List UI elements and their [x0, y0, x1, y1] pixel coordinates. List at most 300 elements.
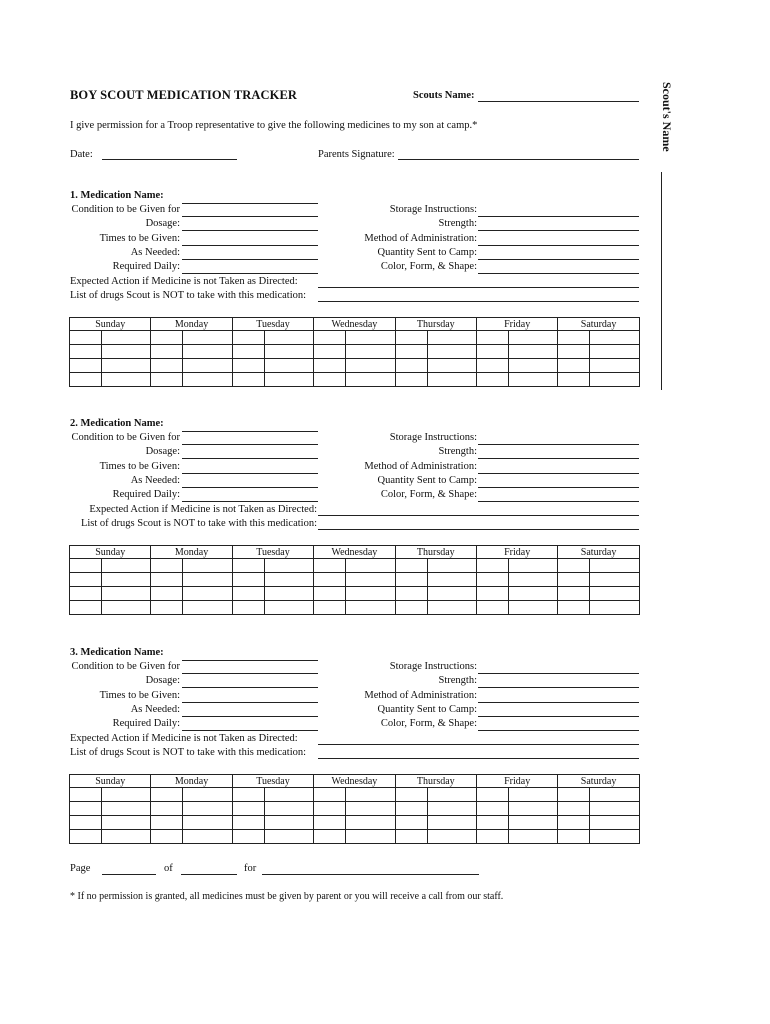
initials-cell[interactable] [590, 587, 639, 601]
time-cell[interactable] [151, 788, 183, 802]
initials-cell[interactable] [427, 601, 476, 615]
log-row [70, 559, 640, 573]
initials-cell[interactable] [102, 573, 151, 587]
day-header-tuesday: Tuesday [232, 318, 313, 331]
storage-field[interactable] [478, 444, 639, 445]
initials-cell[interactable] [183, 601, 232, 615]
initials-cell[interactable] [427, 802, 476, 816]
time-cell[interactable] [232, 830, 264, 844]
method-field[interactable] [478, 473, 639, 474]
medication-section-2 [0, 418, 770, 648]
log-row [70, 830, 640, 844]
initials-cell[interactable] [590, 359, 639, 373]
required-daily-label: Required Daily: [112, 261, 180, 273]
color-form-field[interactable] [478, 730, 639, 731]
initials-cell[interactable] [427, 359, 476, 373]
time-cell[interactable] [395, 830, 427, 844]
time-cell[interactable] [395, 559, 427, 573]
initials-cell[interactable] [102, 559, 151, 573]
initials-cell[interactable] [508, 788, 557, 802]
weekly-log-table [69, 774, 640, 844]
day-header-sunday: Sunday [70, 775, 151, 788]
time-cell[interactable] [314, 587, 346, 601]
initials-cell[interactable] [346, 830, 395, 844]
time-cell[interactable] [151, 345, 183, 359]
time-cell[interactable] [314, 601, 346, 615]
time-cell[interactable] [151, 359, 183, 373]
initials-cell[interactable] [183, 573, 232, 587]
day-header-saturday: Saturday [558, 318, 639, 331]
time-cell[interactable] [558, 559, 590, 573]
method-label: Method of Administration: [364, 689, 477, 701]
initials-cell[interactable] [102, 788, 151, 802]
time-cell[interactable] [476, 830, 508, 844]
initials-cell[interactable] [183, 559, 232, 573]
initials-cell[interactable] [427, 345, 476, 359]
initials-cell[interactable] [102, 802, 151, 816]
log-row [70, 573, 640, 587]
time-cell[interactable] [558, 373, 590, 387]
drugs-not-label: List of drugs Scout is NOT to take with this medication: [70, 746, 307, 758]
expected-action-field[interactable] [318, 515, 639, 516]
time-cell[interactable] [558, 573, 590, 587]
day-header-thursday: Thursday [395, 546, 476, 559]
time-cell[interactable] [232, 559, 264, 573]
dosage-field[interactable] [182, 458, 318, 459]
storage-label: Storage Instructions: [389, 204, 477, 215]
storage-field[interactable] [478, 673, 639, 674]
initials-cell[interactable] [427, 331, 476, 345]
initials-cell[interactable] [346, 788, 395, 802]
quantity-label: Quantity Sent to Camp: [377, 703, 477, 715]
weekly-log-table [69, 317, 640, 387]
quantity-label: Quantity Sent to Camp: [377, 474, 477, 486]
time-cell[interactable] [558, 359, 590, 373]
scouts-name-label: Scouts Name: [413, 90, 475, 101]
time-cell[interactable] [395, 373, 427, 387]
page-total-field[interactable] [181, 874, 237, 875]
time-cell[interactable] [70, 359, 102, 373]
quantity-field[interactable] [478, 716, 639, 717]
dosage-label: Dosage: [145, 675, 180, 687]
drugs-not-label: List of drugs Scout is NOT to take with this medication: [70, 289, 307, 301]
day-header-wednesday: Wednesday [314, 775, 395, 788]
as-needed-field[interactable] [182, 716, 318, 717]
for-label: for [244, 863, 257, 874]
color-form-label: Color, Form, & Shape: [380, 718, 477, 730]
time-cell[interactable] [151, 601, 183, 615]
initials-cell[interactable] [346, 331, 395, 345]
strength-label: Strength: [438, 675, 477, 687]
day-header-monday: Monday [151, 318, 232, 331]
time-cell[interactable] [395, 816, 427, 830]
strength-field[interactable] [478, 230, 639, 231]
day-header-saturday: Saturday [558, 775, 639, 788]
medication-section-1 [0, 190, 770, 420]
time-cell[interactable] [395, 359, 427, 373]
initials-cell[interactable] [183, 345, 232, 359]
times-label: Times to be Given: [99, 460, 180, 472]
expected-action-label: Expected Action if Medicine is not Taken as Directed: [89, 503, 317, 515]
time-cell[interactable] [151, 587, 183, 601]
quantity-field[interactable] [478, 487, 639, 488]
log-row [70, 373, 640, 387]
times-field[interactable] [182, 245, 318, 246]
color-form-field[interactable] [478, 501, 639, 502]
required-daily-field[interactable] [182, 501, 318, 502]
time-cell[interactable] [558, 816, 590, 830]
initials-cell[interactable] [590, 601, 639, 615]
time-cell[interactable] [232, 802, 264, 816]
initials-cell[interactable] [264, 601, 313, 615]
initials-cell[interactable] [183, 830, 232, 844]
initials-cell[interactable] [102, 345, 151, 359]
drugs-not-field[interactable] [318, 758, 639, 759]
time-cell[interactable] [395, 331, 427, 345]
initials-cell[interactable] [590, 788, 639, 802]
time-cell[interactable] [476, 587, 508, 601]
time-cell[interactable] [314, 559, 346, 573]
log-row [70, 359, 640, 373]
initials-cell[interactable] [508, 816, 557, 830]
times-label: Times to be Given: [99, 232, 180, 244]
side-scout-name-label: Scout's Name [660, 82, 674, 152]
storage-field[interactable] [478, 216, 639, 217]
parents-signature-field[interactable] [398, 159, 639, 160]
initials-cell[interactable] [102, 331, 151, 345]
condition-field[interactable] [182, 216, 318, 217]
time-cell[interactable] [476, 359, 508, 373]
time-cell[interactable] [151, 802, 183, 816]
time-cell[interactable] [232, 373, 264, 387]
initials-cell[interactable] [183, 802, 232, 816]
as-needed-field[interactable] [182, 487, 318, 488]
quantity-label: Quantity Sent to Camp: [377, 246, 477, 258]
required-daily-field[interactable] [182, 730, 318, 731]
strength-field[interactable] [478, 687, 639, 688]
initials-cell[interactable] [508, 359, 557, 373]
time-cell[interactable] [70, 601, 102, 615]
initials-cell[interactable] [346, 345, 395, 359]
time-cell[interactable] [395, 788, 427, 802]
condition-label: Condition to be Given for [71, 204, 180, 215]
time-cell[interactable] [476, 331, 508, 345]
condition-field[interactable] [182, 673, 318, 674]
time-cell[interactable] [151, 573, 183, 587]
dosage-label: Dosage: [145, 446, 180, 458]
time-cell[interactable] [476, 573, 508, 587]
initials-cell[interactable] [264, 788, 313, 802]
initials-cell[interactable] [183, 816, 232, 830]
required-daily-label: Required Daily: [112, 718, 180, 730]
initials-cell[interactable] [427, 587, 476, 601]
day-header-friday: Friday [476, 318, 557, 331]
time-cell[interactable] [232, 573, 264, 587]
initials-cell[interactable] [508, 331, 557, 345]
times-field[interactable] [182, 473, 318, 474]
weekday-header-row [70, 318, 640, 331]
log-row [70, 601, 640, 615]
scouts-name-field[interactable] [478, 101, 639, 102]
time-cell[interactable] [70, 788, 102, 802]
day-header-tuesday: Tuesday [232, 775, 313, 788]
condition-label: Condition to be Given for [71, 432, 180, 443]
time-cell[interactable] [70, 373, 102, 387]
color-form-field[interactable] [478, 273, 639, 274]
time-cell[interactable] [476, 601, 508, 615]
required-daily-label: Required Daily: [112, 489, 180, 501]
drugs-not-label: List of drugs Scout is NOT to take with this medication: [80, 517, 317, 529]
day-header-saturday: Saturday [558, 546, 639, 559]
dosage-field[interactable] [182, 230, 318, 231]
time-cell[interactable] [232, 587, 264, 601]
initials-cell[interactable] [508, 587, 557, 601]
time-cell[interactable] [558, 802, 590, 816]
initials-cell[interactable] [508, 830, 557, 844]
time-cell[interactable] [151, 559, 183, 573]
time-cell[interactable] [558, 788, 590, 802]
time-cell[interactable] [558, 331, 590, 345]
initials-cell[interactable] [590, 816, 639, 830]
time-cell[interactable] [395, 601, 427, 615]
initials-cell[interactable] [508, 601, 557, 615]
time-cell[interactable] [476, 345, 508, 359]
time-cell[interactable] [151, 373, 183, 387]
time-cell[interactable] [476, 559, 508, 573]
log-row [70, 802, 640, 816]
time-cell[interactable] [232, 359, 264, 373]
initials-cell[interactable] [427, 830, 476, 844]
initials-cell[interactable] [346, 559, 395, 573]
storage-label: Storage Instructions: [389, 432, 477, 443]
medication-name-label: 3. Medication Name: [70, 647, 164, 658]
time-cell[interactable] [314, 788, 346, 802]
time-cell[interactable] [314, 816, 346, 830]
time-cell[interactable] [70, 559, 102, 573]
time-cell[interactable] [232, 345, 264, 359]
log-row [70, 816, 640, 830]
initials-cell[interactable] [590, 573, 639, 587]
day-header-wednesday: Wednesday [314, 546, 395, 559]
day-header-sunday: Sunday [70, 318, 151, 331]
color-form-label: Color, Form, & Shape: [380, 489, 477, 501]
initials-cell[interactable] [590, 373, 639, 387]
medication-name-field[interactable] [182, 431, 318, 432]
initials-cell[interactable] [427, 373, 476, 387]
time-cell[interactable] [558, 601, 590, 615]
initials-cell[interactable] [508, 559, 557, 573]
time-cell[interactable] [314, 359, 346, 373]
initials-cell[interactable] [264, 345, 313, 359]
time-cell[interactable] [70, 573, 102, 587]
dosage-label: Dosage: [145, 218, 180, 230]
day-header-wednesday: Wednesday [314, 318, 395, 331]
initials-cell[interactable] [264, 359, 313, 373]
time-cell[interactable] [70, 802, 102, 816]
day-header-tuesday: Tuesday [232, 546, 313, 559]
quantity-field[interactable] [478, 259, 639, 260]
time-cell[interactable] [151, 830, 183, 844]
initials-cell[interactable] [264, 331, 313, 345]
method-field[interactable] [478, 702, 639, 703]
strength-field[interactable] [478, 458, 639, 459]
initials-cell[interactable] [590, 802, 639, 816]
time-cell[interactable] [558, 345, 590, 359]
initials-cell[interactable] [346, 373, 395, 387]
initials-cell[interactable] [183, 373, 232, 387]
parents-signature-label: Parents Signature: [318, 149, 395, 160]
condition-label: Condition to be Given for [71, 661, 180, 672]
time-cell[interactable] [314, 331, 346, 345]
color-form-label: Color, Form, & Shape: [380, 261, 477, 273]
initials-cell[interactable] [102, 601, 151, 615]
time-cell[interactable] [395, 802, 427, 816]
time-cell[interactable] [232, 331, 264, 345]
as-needed-label: As Needed: [130, 246, 180, 258]
method-label: Method of Administration: [364, 460, 477, 472]
times-field[interactable] [182, 702, 318, 703]
strength-label: Strength: [438, 446, 477, 458]
time-cell[interactable] [70, 345, 102, 359]
initials-cell[interactable] [102, 373, 151, 387]
initials-cell[interactable] [590, 345, 639, 359]
page-label: Page [70, 863, 91, 874]
form-title: BOY SCOUT MEDICATION TRACKER [70, 88, 298, 102]
time-cell[interactable] [558, 587, 590, 601]
footnote: * If no permission is granted, all medicines must be given by parent or you will receive a call from our staff. [70, 891, 504, 902]
initials-cell[interactable] [264, 573, 313, 587]
initials-cell[interactable] [427, 816, 476, 830]
expected-action-field[interactable] [318, 287, 639, 288]
weekly-log-table [69, 545, 640, 615]
weekday-header-row [70, 546, 640, 559]
date-field[interactable] [102, 159, 237, 160]
initials-cell[interactable] [102, 816, 151, 830]
day-header-sunday: Sunday [70, 546, 151, 559]
initials-cell[interactable] [346, 359, 395, 373]
medication-name-field[interactable] [182, 203, 318, 204]
initials-cell[interactable] [183, 359, 232, 373]
expected-action-label: Expected Action if Medicine is not Taken as Directed: [70, 275, 298, 287]
initials-cell[interactable] [346, 816, 395, 830]
initials-cell[interactable] [508, 345, 557, 359]
log-row [70, 345, 640, 359]
initials-cell[interactable] [590, 331, 639, 345]
initials-cell[interactable] [346, 601, 395, 615]
required-daily-field[interactable] [182, 273, 318, 274]
time-cell[interactable] [70, 331, 102, 345]
strength-label: Strength: [438, 218, 477, 230]
initials-cell[interactable] [427, 559, 476, 573]
time-cell[interactable] [476, 802, 508, 816]
time-cell[interactable] [395, 345, 427, 359]
as-needed-label: As Needed: [130, 703, 180, 715]
log-row [70, 331, 640, 345]
initials-cell[interactable] [102, 359, 151, 373]
initials-cell[interactable] [183, 331, 232, 345]
drugs-not-field[interactable] [318, 529, 639, 530]
initials-cell[interactable] [183, 788, 232, 802]
initials-cell[interactable] [264, 802, 313, 816]
method-field[interactable] [478, 245, 639, 246]
medication-section-3 [0, 647, 770, 877]
as-needed-field[interactable] [182, 259, 318, 260]
medication-name-label: 1. Medication Name: [70, 190, 164, 201]
for-field[interactable] [262, 874, 479, 875]
day-header-friday: Friday [476, 775, 557, 788]
expected-action-field[interactable] [318, 744, 639, 745]
initials-cell[interactable] [183, 587, 232, 601]
initials-cell[interactable] [346, 802, 395, 816]
time-cell[interactable] [395, 573, 427, 587]
time-cell[interactable] [395, 587, 427, 601]
time-cell[interactable] [314, 830, 346, 844]
time-cell[interactable] [314, 802, 346, 816]
time-cell[interactable] [476, 373, 508, 387]
time-cell[interactable] [70, 816, 102, 830]
initials-cell[interactable] [427, 788, 476, 802]
time-cell[interactable] [151, 816, 183, 830]
time-cell[interactable] [558, 830, 590, 844]
time-cell[interactable] [70, 587, 102, 601]
day-header-thursday: Thursday [395, 318, 476, 331]
weekday-header-row [70, 775, 640, 788]
initials-cell[interactable] [264, 830, 313, 844]
time-cell[interactable] [232, 788, 264, 802]
initials-cell[interactable] [264, 373, 313, 387]
drugs-not-field[interactable] [318, 301, 639, 302]
time-cell[interactable] [476, 816, 508, 830]
initials-cell[interactable] [346, 573, 395, 587]
initials-cell[interactable] [590, 830, 639, 844]
day-header-friday: Friday [476, 546, 557, 559]
time-cell[interactable] [476, 788, 508, 802]
time-cell[interactable] [151, 331, 183, 345]
times-label: Times to be Given: [99, 689, 180, 701]
dosage-field[interactable] [182, 687, 318, 688]
initials-cell[interactable] [264, 816, 313, 830]
initials-cell[interactable] [508, 802, 557, 816]
initials-cell[interactable] [346, 587, 395, 601]
initials-cell[interactable] [102, 587, 151, 601]
initials-cell[interactable] [427, 573, 476, 587]
time-cell[interactable] [232, 816, 264, 830]
time-cell[interactable] [232, 601, 264, 615]
time-cell[interactable] [314, 345, 346, 359]
initials-cell[interactable] [590, 559, 639, 573]
initials-cell[interactable] [264, 587, 313, 601]
as-needed-label: As Needed: [130, 474, 180, 486]
initials-cell[interactable] [102, 830, 151, 844]
day-header-monday: Monday [151, 775, 232, 788]
day-header-monday: Monday [151, 546, 232, 559]
storage-label: Storage Instructions: [389, 661, 477, 672]
page-number-field[interactable] [102, 874, 156, 875]
date-label: Date: [70, 149, 93, 160]
log-row [70, 587, 640, 601]
initials-cell[interactable] [508, 573, 557, 587]
time-cell[interactable] [70, 830, 102, 844]
permission-text: I give permission for a Troop representative to give the following medicines to my son at camp.* [70, 120, 478, 131]
initials-cell[interactable] [508, 373, 557, 387]
condition-field[interactable] [182, 444, 318, 445]
day-header-thursday: Thursday [395, 775, 476, 788]
time-cell[interactable] [314, 373, 346, 387]
initials-cell[interactable] [264, 559, 313, 573]
of-label: of [164, 863, 173, 874]
medication-name-field[interactable] [182, 660, 318, 661]
time-cell[interactable] [314, 573, 346, 587]
